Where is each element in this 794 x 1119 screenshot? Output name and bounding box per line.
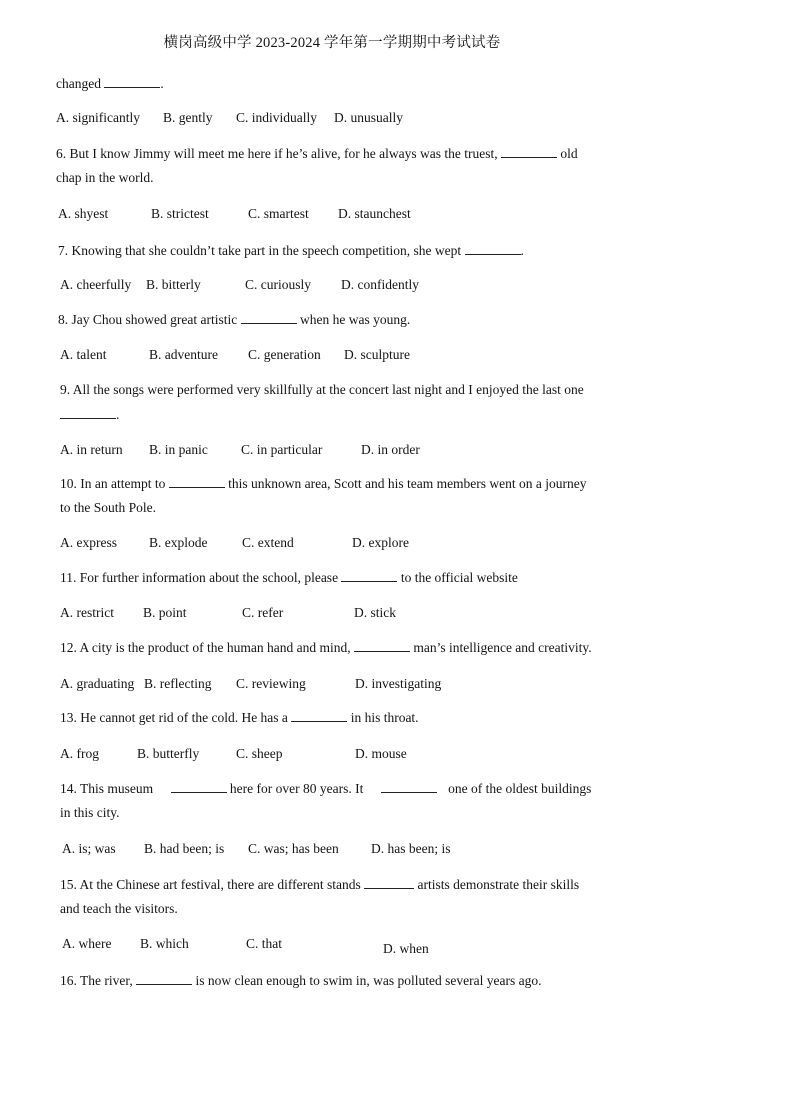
answer-blank bbox=[104, 76, 160, 88]
option-c: C. curiously bbox=[245, 277, 311, 292]
answer-blank bbox=[381, 781, 437, 793]
q13-text: 13. He cannot get rid of the cold. He has a bbox=[60, 710, 292, 725]
option-d: D. explore bbox=[352, 535, 409, 550]
q6-stem bbox=[56, 146, 578, 162]
q6-text: 6. But I know Jimmy will meet me here if he’s alive, for he always was the truest, bbox=[56, 146, 502, 161]
option-b: B. strictest bbox=[151, 206, 209, 221]
option-a: A. shyest bbox=[58, 206, 109, 221]
q10-stem-line2: to the South Pole. bbox=[60, 500, 157, 515]
q9-stem: 9. All the songs were performed very skillfully at the concert last night and I enjoyed the last one bbox=[60, 382, 584, 397]
answer-blank bbox=[341, 570, 397, 582]
q16-text: 16. The river, bbox=[60, 973, 137, 988]
answer-blank bbox=[136, 973, 192, 985]
option-b: B. bitterly bbox=[146, 277, 201, 292]
option-d: D. confidently bbox=[341, 277, 419, 292]
option-a: A. express bbox=[60, 535, 117, 550]
option-d: D. investigating bbox=[355, 676, 442, 691]
q8-stem bbox=[58, 312, 410, 328]
q14-stem-line2: in this city. bbox=[60, 805, 120, 820]
q15-stem-line2: and teach the visitors. bbox=[60, 901, 178, 916]
option-d: D. sculpture bbox=[344, 347, 410, 362]
q15-text-after: artists demonstrate their skills bbox=[414, 877, 580, 892]
answer-blank bbox=[169, 476, 225, 488]
option-a: A. in return bbox=[60, 442, 123, 457]
exam-title: 横岗高级中学 2023-2024 学年第一学期期中考试试卷 bbox=[163, 35, 501, 51]
q14-text: 14. This museum bbox=[60, 781, 157, 796]
q14-stem bbox=[60, 781, 591, 797]
q8-text: 8. Jay Chou showed great artistic bbox=[58, 312, 241, 327]
option-c: C. individually bbox=[236, 110, 317, 125]
answer-blank bbox=[501, 146, 557, 158]
option-b: B. had been; is bbox=[144, 841, 225, 856]
option-b: B. which bbox=[140, 936, 189, 951]
q5-prefix: changed bbox=[56, 76, 105, 91]
option-d: D. when bbox=[383, 941, 429, 956]
option-b: B. reflecting bbox=[144, 676, 212, 691]
q7-text: 7. Knowing that she couldn’t take part in the speech competition, she wept bbox=[58, 243, 465, 258]
option-a: A. is; was bbox=[62, 841, 116, 856]
answer-blank bbox=[364, 877, 414, 889]
answer-blank bbox=[465, 243, 521, 255]
option-c: C. reviewing bbox=[236, 676, 306, 691]
option-c: C. extend bbox=[242, 535, 294, 550]
answer-blank bbox=[241, 312, 297, 324]
option-c: C. smartest bbox=[248, 206, 309, 221]
q12-stem bbox=[60, 640, 592, 656]
option-b: B. butterfly bbox=[137, 746, 200, 761]
q14-text-after: one of the oldest buildings bbox=[444, 781, 592, 796]
q8-text-after: when he was young. bbox=[296, 312, 411, 327]
q13-text-after: in his throat. bbox=[347, 710, 419, 725]
option-a: A. graduating bbox=[60, 676, 135, 691]
option-c: C. in particular bbox=[241, 442, 323, 457]
option-d: D. unusually bbox=[334, 110, 403, 125]
q16-text-after: is now clean enough to swim in, was polluted several years ago. bbox=[192, 973, 542, 988]
q12-text-after: man’s intelligence and creativity. bbox=[409, 640, 592, 655]
answer-blank bbox=[171, 781, 227, 793]
q16-stem bbox=[60, 973, 542, 989]
q13-stem bbox=[60, 710, 419, 726]
q6-stem-line2: chap in the world. bbox=[56, 170, 154, 185]
option-b: B. explode bbox=[149, 535, 208, 550]
option-b: B. in panic bbox=[149, 442, 208, 457]
q11-text-after: to the official website bbox=[397, 570, 518, 585]
q10-text-after: this unknown area, Scott and his team members went on a journey bbox=[224, 476, 587, 491]
option-a: A. cheerfully bbox=[60, 277, 132, 292]
q12-text: 12. A city is the product of the human hand and mind, bbox=[60, 640, 354, 655]
option-d: D. mouse bbox=[355, 746, 407, 761]
option-d: D. staunchest bbox=[338, 206, 411, 221]
option-a: A. restrict bbox=[60, 605, 114, 620]
option-c: C. refer bbox=[242, 605, 284, 620]
option-b: B. point bbox=[143, 605, 187, 620]
q10-stem bbox=[60, 476, 587, 492]
option-d: D. in order bbox=[361, 442, 420, 457]
option-c: C. generation bbox=[248, 347, 321, 362]
answer-blank bbox=[354, 640, 410, 652]
q14-text-mid: here for over 80 years. It bbox=[226, 781, 367, 796]
q9-stem-line2 bbox=[60, 407, 119, 423]
q7-text-after: . bbox=[520, 243, 524, 258]
option-d: D. has been; is bbox=[371, 841, 451, 856]
q10-text: 10. In an attempt to bbox=[60, 476, 169, 491]
q15-text: 15. At the Chinese art festival, there are different stands bbox=[60, 877, 365, 892]
q11-stem bbox=[60, 570, 518, 586]
q15-stem bbox=[60, 877, 579, 893]
answer-blank bbox=[60, 407, 116, 419]
option-a: A. significantly bbox=[56, 110, 140, 125]
q6-text-after: old bbox=[557, 146, 578, 161]
option-c: C. that bbox=[246, 936, 282, 951]
option-a: A. talent bbox=[60, 347, 107, 362]
option-c: C. sheep bbox=[236, 746, 283, 761]
q7-stem bbox=[58, 243, 524, 259]
q9-text-after: . bbox=[116, 407, 120, 422]
q11-text: 11. For further information about the school, please bbox=[60, 570, 342, 585]
option-c: C. was; has been bbox=[248, 841, 339, 856]
option-b: B. adventure bbox=[149, 347, 218, 362]
option-d: D. stick bbox=[354, 605, 396, 620]
q5-continuation bbox=[56, 76, 164, 92]
option-a: A. frog bbox=[60, 746, 99, 761]
q5-suffix: . bbox=[160, 76, 164, 91]
option-a: A. where bbox=[62, 936, 112, 951]
option-b: B. gently bbox=[163, 110, 213, 125]
answer-blank bbox=[291, 710, 347, 722]
